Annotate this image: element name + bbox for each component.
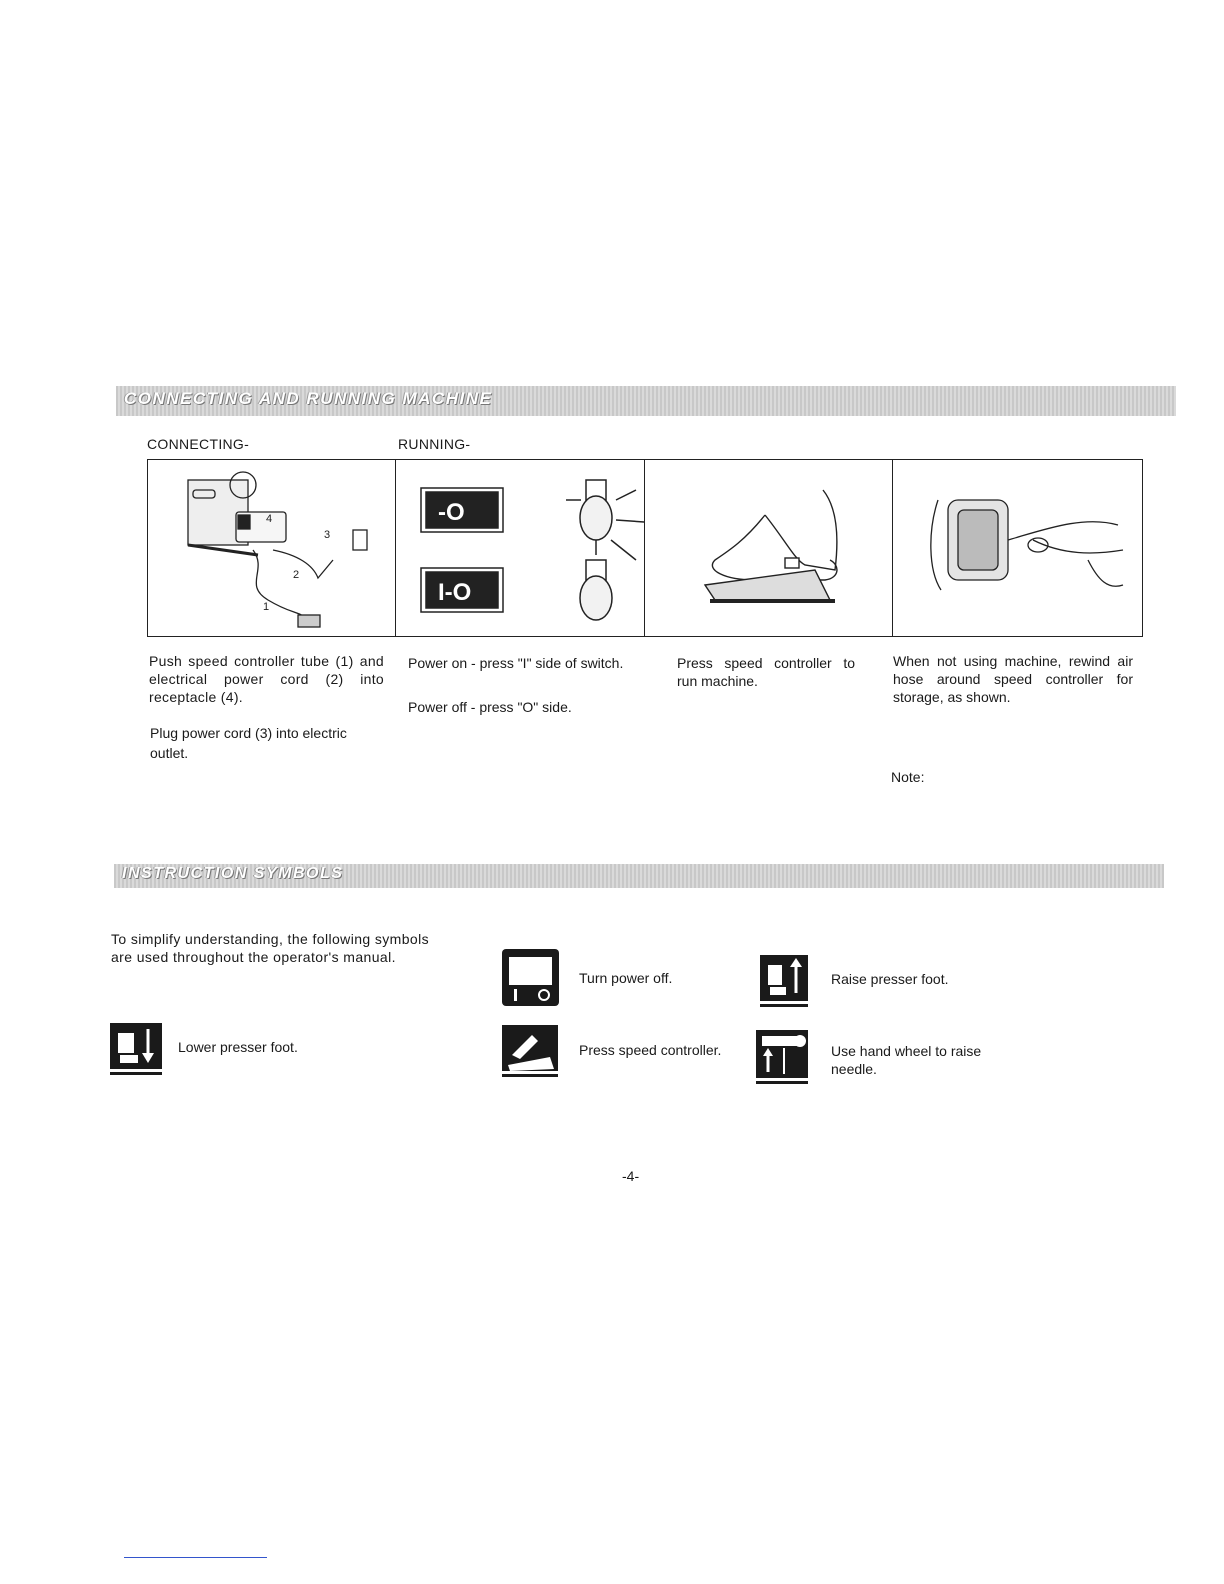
foot-pedal-illustration [645, 460, 893, 636]
symbol-label-power-off: Turn power off. [579, 970, 673, 986]
caption-press-controller: Press speed controller to run machine. [677, 655, 855, 689]
note-label: Note: [891, 769, 925, 785]
symbols-intro: To simplify understanding, the following symbols are used throughout the operator's manual. [111, 931, 430, 965]
illustration-panels [147, 459, 1143, 637]
symbol-label-hand-wheel: Use hand wheel to raise needle. [831, 1043, 982, 1077]
lower-presser-foot-icon [110, 1023, 162, 1080]
hand-wheel-icon [756, 1030, 808, 1089]
symbol-label-raise-foot: Raise presser foot. [831, 971, 949, 987]
caption-rewind-hose: When not using machine, rewind air hose around speed controller for storage, as shown. [893, 653, 1133, 705]
running-label: RUNNING- [398, 436, 471, 452]
section-title: CONNECTING AND RUNNING MACHINE [124, 389, 493, 408]
caption-power-off: Power off - press "O" side. [408, 699, 572, 715]
page-number: -4- [622, 1168, 640, 1184]
rewind-hose-illustration [893, 460, 1142, 636]
power-switch-icon [502, 949, 559, 1011]
caption-connecting: Push speed controller tube (1) and electrical power cord (2) into receptacle (4). [149, 653, 384, 705]
power-switch-illustration [396, 460, 645, 636]
raise-presser-foot-icon [760, 955, 808, 1012]
connecting-illustration [148, 460, 396, 636]
figure-number-4: 4 [266, 513, 273, 525]
section-title: INSTRUCTION SYMBOLS [122, 865, 344, 882]
speed-controller-icon [502, 1025, 558, 1082]
figure-number-3: 3 [324, 529, 331, 541]
figure-number-1: 1 [263, 601, 270, 613]
caption-connecting-extra: Plug power cord (3) into electric outlet. [150, 725, 347, 761]
symbol-label-lower-foot: Lower presser foot. [178, 1039, 298, 1055]
section-banner-connecting [116, 386, 1176, 416]
switch-on-label: -O [438, 499, 465, 526]
footer-divider [124, 1557, 267, 1558]
symbol-label-speed-controller: Press speed controller. [579, 1042, 722, 1058]
section-banner-symbols [114, 864, 1164, 888]
switch-off-label: I-O [438, 579, 472, 606]
caption-power-on: Power on - press "I" side of switch. [408, 655, 624, 671]
figure-number-2: 2 [293, 569, 300, 581]
connecting-label: CONNECTING- [147, 436, 250, 452]
